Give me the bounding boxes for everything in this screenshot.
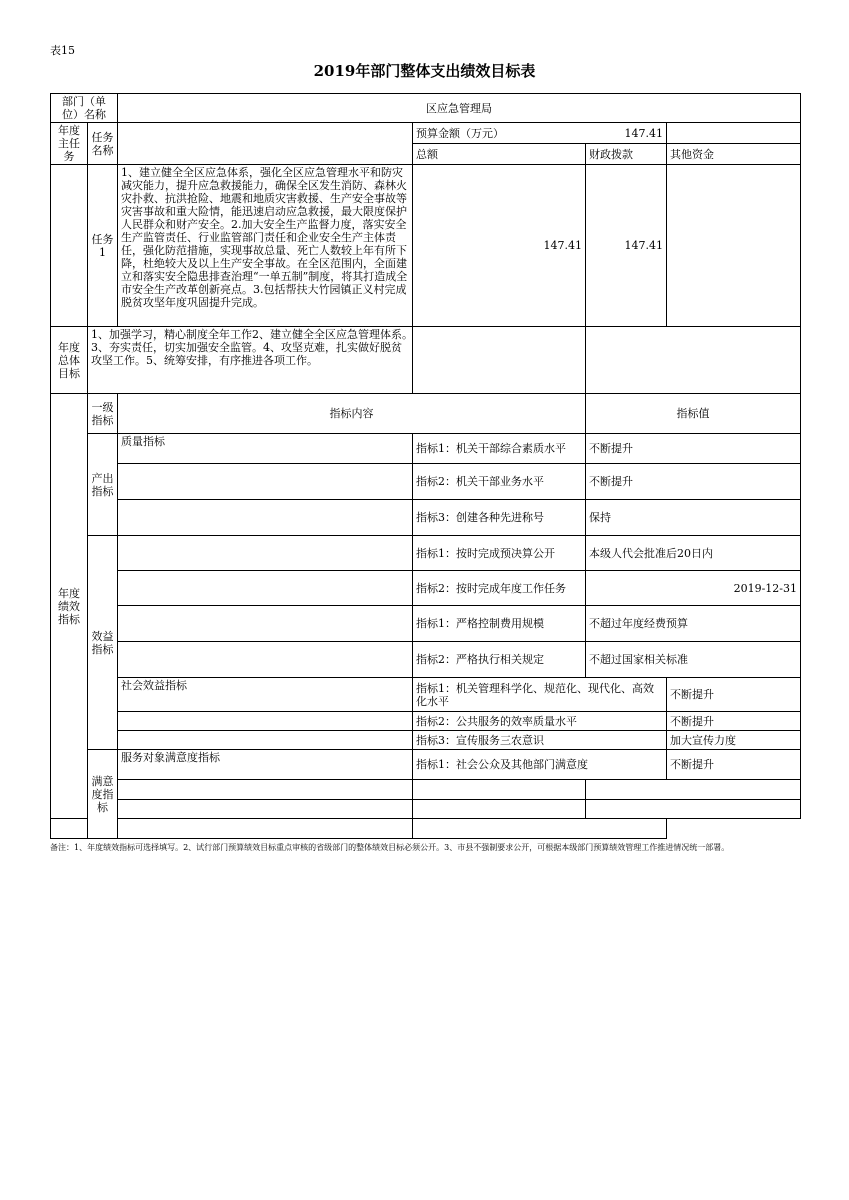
overall-goal-text: 1、加强学习，精心制度全年工作2、建立健全全区应急管理体系。 3、夯实责任，切实加强安全监管。4、攻坚克难，扎实做好脱贫攻坚工作。5、统筹安排，有序推进各项工作。 bbox=[88, 327, 413, 394]
col-fiscal-header: 财政拨款 bbox=[586, 144, 667, 165]
table-row: 指标1：机关干部综合素质水平 bbox=[413, 434, 586, 464]
blank-cell bbox=[118, 800, 413, 819]
table-cell-value: 本级人代会批准后20日内 bbox=[586, 536, 801, 571]
table-cell-value: 不断提升 bbox=[667, 678, 801, 712]
blank-cell bbox=[118, 819, 413, 839]
task1-label: 任务1 bbox=[88, 165, 118, 327]
table-row: 指标2：严格执行相关规定 bbox=[413, 642, 586, 678]
task-name-label: 任务名称 bbox=[88, 123, 118, 165]
blank-cell bbox=[586, 800, 801, 819]
table-row: 指标3：宣传服务三农意识 bbox=[413, 731, 667, 750]
table-cell-value: 不断提升 bbox=[586, 434, 801, 464]
task1-total: 147.41 bbox=[413, 165, 586, 327]
table-cell-value: 加大宣传力度 bbox=[667, 731, 801, 750]
task1-fiscal: 147.41 bbox=[586, 165, 667, 327]
col-total-header: 总额 bbox=[413, 144, 586, 165]
blank-cell bbox=[413, 819, 667, 839]
overall-goal-label: 年度总体目标 bbox=[51, 327, 88, 394]
indicators-label: 年度绩效指标 bbox=[51, 394, 88, 819]
table-cell-value: 2019-12-31 bbox=[586, 571, 801, 606]
task-name-blank bbox=[118, 123, 413, 165]
blank-cell bbox=[118, 606, 413, 642]
blank-cell bbox=[118, 500, 413, 536]
content-header: 指标内容 bbox=[118, 394, 586, 434]
quality-label: 质量指标 bbox=[118, 434, 413, 464]
table-number: 表15 bbox=[50, 44, 75, 57]
performance-table bbox=[50, 93, 801, 839]
budget-blank bbox=[667, 123, 801, 144]
blank-cell bbox=[118, 712, 413, 731]
blank-cell bbox=[118, 731, 413, 750]
overall-goal-blank2 bbox=[586, 327, 801, 394]
table-cell-value: 保持 bbox=[586, 500, 801, 536]
blank-cell bbox=[118, 464, 413, 500]
table-row: 指标3：创建各种先进称号 bbox=[413, 500, 586, 536]
table-cell-value: 不超过国家相关标准 bbox=[586, 642, 801, 678]
task1-other bbox=[667, 165, 801, 327]
col-other-header: 其他资金 bbox=[667, 144, 801, 165]
table-row: 指标2：按时完成年度工作任务 bbox=[413, 571, 586, 606]
table-row: 指标1：机关管理科学化、规范化、现代化、高效化水平 bbox=[413, 678, 667, 712]
footnote: 备注：1、年度绩效指标可选择填写。2、试行部门预算绩效目标重点审核的省级部门的整体绩效目标必须公开。3、市县不强制要求公开，可根据本级部门预算绩效管理工作推进情况统一部署。 bbox=[50, 843, 730, 852]
output-label: 产出指标 bbox=[88, 434, 118, 536]
annual-task-label: 年度主任务 bbox=[51, 123, 88, 165]
value-header: 指标值 bbox=[586, 394, 801, 434]
blank-cell bbox=[413, 800, 586, 819]
table-row: 指标1：严格控制费用规模 bbox=[413, 606, 586, 642]
satisfaction-label: 满意度指标 bbox=[88, 750, 118, 839]
service-satisfaction-label: 服务对象满意度指标 bbox=[118, 750, 413, 780]
blank-cell bbox=[118, 536, 413, 571]
table-row: 指标1：按时完成预决算公开 bbox=[413, 536, 586, 571]
table-cell-value: 不断提升 bbox=[667, 750, 801, 780]
table-cell-value: 不超过年度经费预算 bbox=[586, 606, 801, 642]
level1-label: 一级指标 bbox=[88, 394, 118, 434]
dept-label: 部门（单位）名称 bbox=[51, 94, 118, 123]
blank-cell bbox=[586, 780, 801, 800]
blank-cell bbox=[413, 780, 586, 800]
blank-cell bbox=[118, 642, 413, 678]
budget-total-value: 147.41 bbox=[624, 126, 663, 140]
blank-cell bbox=[51, 819, 88, 839]
budget-amount-label: 预算金额（万元） bbox=[416, 126, 504, 140]
table-cell-value: 不断提升 bbox=[667, 712, 801, 731]
table-cell-value: 不断提升 bbox=[586, 464, 801, 500]
task1-text: 1、建立健全全区应急体系，强化全区应急管理水平和防灾减灾能力，提升应急救援能力，确保全区发生消防、森林火灾扑救、抗洪抢险、地震和地质灾害救援、生产安全事故等灾害事故和重大险情，能迅速启动应急救援，最大限度保护人民群众和财产安全。2.加大安全生产监督力度，落实安全生产监管责任、行业监管部门责任和企业安全生产主体责任，强化防范措施，实现事故总量、死亡人数较上年有所下降，杜绝较大及以上生产安全事故。在全区范围内，全面建立和落实安全隐患排查治理“一单五制”制度，将其打造成全市安全生产改革创新亮点。3.包括帮扶大竹园镇正义村完成脱贫攻坚年度巩固提升完成。 bbox=[118, 165, 413, 327]
blank-cell bbox=[118, 571, 413, 606]
overall-goal-blank1 bbox=[413, 327, 586, 394]
social-benefit-label: 社会效益指标 bbox=[118, 678, 413, 712]
table-row: 指标2：公共服务的效率质量水平 bbox=[413, 712, 667, 731]
blank-cell bbox=[118, 780, 413, 800]
page-title: 2019年部门整体支出绩效目标表 bbox=[313, 62, 536, 80]
benefit-label: 效益指标 bbox=[88, 536, 118, 750]
dept-name: 区应急管理局 bbox=[118, 94, 801, 123]
budget-label bbox=[413, 123, 667, 144]
task-left-blank bbox=[51, 165, 88, 327]
table-row: 指标2：机关干部业务水平 bbox=[413, 464, 586, 500]
table-row: 指标1：社会公众及其他部门满意度 bbox=[413, 750, 667, 780]
